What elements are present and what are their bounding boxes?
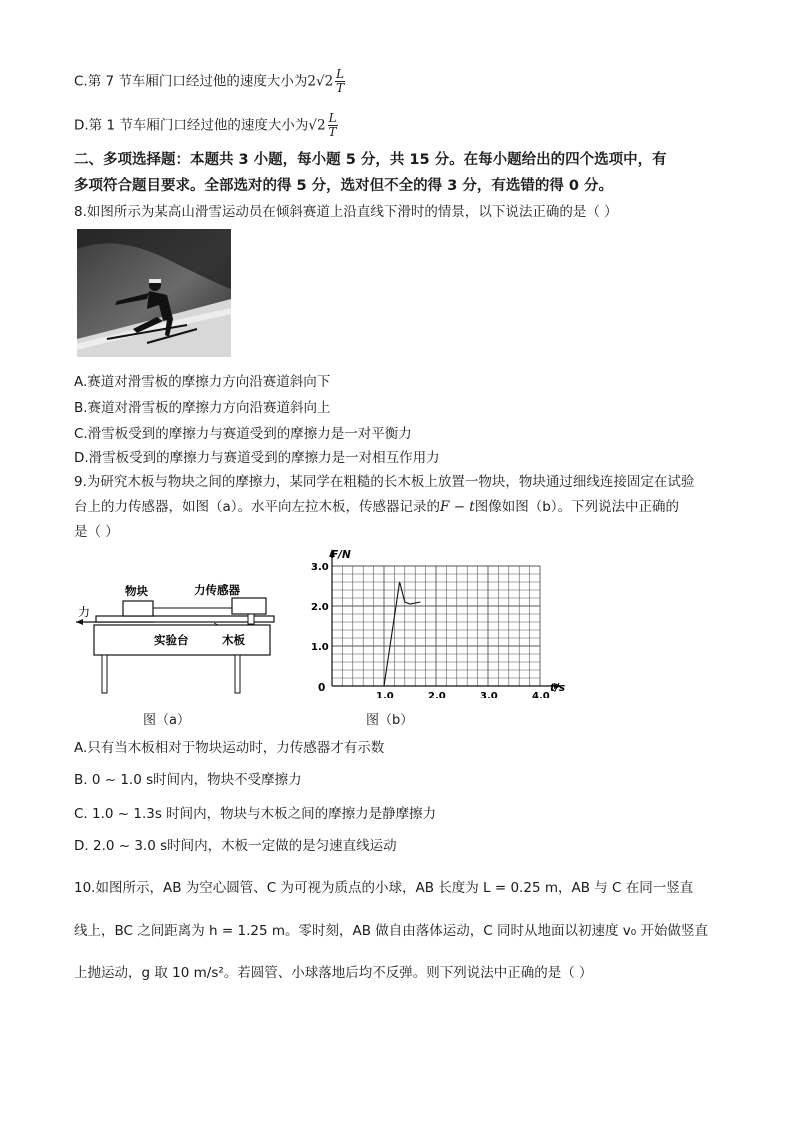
- board-label: 木板: [222, 633, 245, 647]
- option-d-text: D.第 1 节车厢门口经过他的速度大小为: [74, 117, 309, 134]
- q8-option-b: B.赛道对滑雪板的摩擦力方向沿赛道斜向上: [74, 400, 331, 416]
- frac-den: T: [328, 125, 337, 139]
- y-tick-label: 2.0: [311, 602, 329, 613]
- chart-axes: [329, 549, 562, 689]
- force-label: 力: [78, 605, 91, 619]
- q8-stem: 8.如图所示为某高山滑雪运动员在倾斜赛道上沿直线下滑时的情景，以下说法正确的是（ ）: [74, 204, 618, 220]
- frac-num: L: [336, 67, 345, 81]
- skier-photo: [77, 229, 231, 357]
- q8-option-d: D.滑雪板受到的摩擦力与赛道受到的摩擦力是一对相互作用力: [74, 450, 440, 466]
- board: [96, 616, 274, 622]
- q8-option-a: A.赛道对滑雪板的摩擦力方向沿赛道斜向下: [74, 374, 331, 390]
- option-c-fraction: [335, 68, 345, 95]
- figure-a-caption: 图（a）: [143, 713, 190, 728]
- table-leg-right: [235, 655, 240, 693]
- y-axis-label: F/N: [331, 549, 351, 561]
- block-label: 物块: [125, 584, 148, 598]
- option-c-prev: [74, 68, 345, 95]
- section-2-heading-line1: 二、多项选择题：本题共 3 小题，每小题 5 分，共 15 分。在每小题给出的四个选项中，有: [74, 152, 667, 168]
- y-tick-label: 3.0: [311, 562, 329, 573]
- frac-den: T: [336, 81, 345, 95]
- q8-option-c: C.滑雪板受到的摩擦力与赛道受到的摩擦力是一对平衡力: [74, 426, 412, 442]
- q9-option-a: A.只有当木板相对于物块运动时，力传感器才有示数: [74, 740, 385, 756]
- option-c-coef: 2√2: [307, 73, 334, 90]
- q9-stem-line2: [74, 495, 679, 515]
- table-leg-left: [102, 655, 107, 693]
- q9-stem-line1: 9.为研究木板与物块之间的摩擦力，某同学在粗糙的长木板上放置一物块，物块通过细线连接固定在试验: [74, 474, 695, 490]
- option-d-prev: [74, 112, 338, 139]
- frac-num: L: [328, 111, 337, 125]
- q9-option-c: C. 1.0 ~ 1.3s 时间内，物块与木板之间的摩擦力是静摩擦力: [74, 806, 437, 822]
- q9-stem-part-a: 台上的力传感器，如图（a）。水平向左拉木板，传感器记录的: [74, 499, 441, 515]
- option-d-coef: √2: [308, 117, 326, 134]
- q10-line3: 上抛运动，g 取 10 m/s²。若圆管、小球落地后均不反弹。则下列说法中正确的是（ ）: [74, 965, 593, 981]
- q10-line1: 10.如图所示，AB 为空心圆管、C 为可视为质点的小球，AB 长度为 L = 0.25 m，AB 与 C 在同一竖直: [74, 880, 694, 896]
- chart-grid: [332, 566, 540, 686]
- table-label: 实验台: [154, 633, 189, 647]
- x-tick-label: 2.0: [428, 691, 446, 698]
- option-c-text: C.第 7 节车厢门口经过他的速度大小为: [74, 73, 308, 90]
- sensor-label: 力传感器: [194, 583, 240, 597]
- block: [123, 601, 153, 616]
- q9-option-d: D. 2.0 ~ 3.0 s时间内，木板一定做的是匀速直线运动: [74, 838, 397, 854]
- q9-option-b: B. 0 ~ 1.0 s时间内，物块不受摩擦力: [74, 772, 302, 788]
- sensor: [232, 598, 266, 614]
- x-tick-label: 3.0: [480, 691, 498, 698]
- figure-b-caption: 图（b）: [366, 713, 414, 728]
- origin-label: 0: [318, 682, 326, 694]
- q9-stem-part-b: 图像如图（b）。下列说法中正确的: [474, 499, 680, 515]
- figure-a-apparatus: [74, 575, 284, 700]
- y-tick-label: 1.0: [311, 642, 329, 653]
- x-axis-label: t/s: [550, 682, 566, 694]
- q9-ft-var: F − t: [440, 499, 475, 515]
- figure-b-chart: [300, 548, 575, 698]
- x-tick-label: 4.0: [532, 691, 550, 698]
- x-tick-label: 1.0: [376, 691, 394, 698]
- section-2-heading-line2: 多项符合题目要求。全部选对的得 5 分，选对但不全的得 3 分，有选错的得 0 分。: [74, 178, 614, 194]
- q9-stem-line3: 是（ ）: [74, 524, 119, 540]
- q10-line2: 线上，BC 之间距离为 h = 1.25 m。零时刻，AB 做自由落体运动，C 同时从地面以初速度 v₀ 开始做竖直: [74, 923, 708, 939]
- option-d-fraction: [328, 112, 338, 139]
